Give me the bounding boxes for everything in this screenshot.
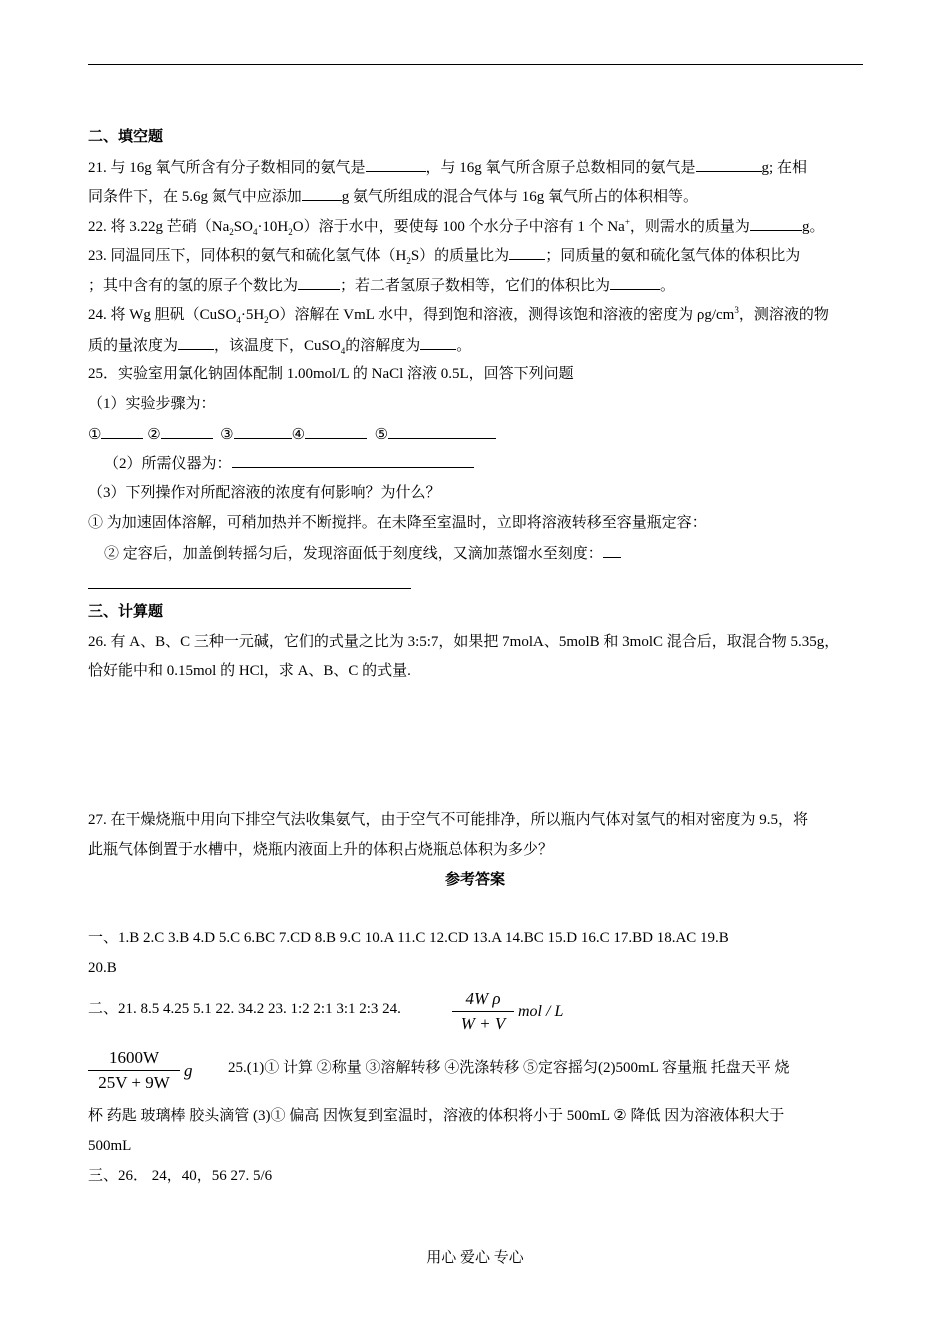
question-27-line-2: 此瓶气体倒置于水槽中，烧瓶内液面上升的体积占烧瓶总体积为多少？ [88,842,554,858]
answer-blank [366,157,426,172]
question-25-part-2: （2）所需仪器为： [104,453,474,474]
answers-line-1: 一、1.B 2.C 3.B 4.D 5.C 6.BC 7.CD 8.B 9.C 10.A 11.C 12.CD 13.A 14.BC 15.D 16.C 17.BD 18.AC 19.B [88,930,729,946]
question-22: 22. 将 3.22g 芒硝$(Na_2SO_4\cdot 10H_2O)$溶于水中，要使每 100 个水分子中溶有 1 个 Na+，则需水的质量为 g。 [88,217,825,237]
answer-blank [178,335,214,350]
answer-blank [101,424,143,439]
question-24-line-2: 质的量浓度为 ，该温度下，CuSO$_4$的溶解度为 。 [88,335,471,356]
answers-line-2: 20.B [88,960,117,976]
answers-line-4: 25.(1)① 计算 ②称量 ③溶解转移 ④洗涤转移 ⑤定容摇匀(2)500mL 容量瓶 托盘天平 烧 [228,1060,790,1076]
fraction-24: 4W ρ W + V [452,988,514,1035]
question-25-intro: 25．实验室用氯化钠固体配制 1.00mol/L 的 NaCl 溶液 0.5L，回答下列问题 [88,366,574,382]
answer-blank [305,424,367,439]
question-23-line-1: 23. 同温同压下，同体积的氨气和硫化氢气体$(H_2S)$的质量比为 ；同质量的氨和硫化氢气体的体积比为 [88,245,800,266]
answer-blank [161,424,213,439]
page-footer: 用心 爱心 专心 [426,1250,524,1266]
question-27-line-1: 27. 在干燥烧瓶中用向下排空气法收集氨气，由于空气不可能排净，所以瓶内气体对氢气的相对密度为 9.5，将 [88,812,809,828]
answer-blank [750,216,802,231]
answer-blank [232,453,474,468]
answers-line-7: 三、26． 24，40，56 27. 5/6 [88,1168,273,1184]
question-23-line-2: ；其中含有的氢的原子个数比为 ；若二者氢原子数相等，它们的体积比为 。 [88,275,675,296]
question-25-operation-2: ② 定容后，加盖倒转摇匀后，发现溶面低于刻度线，又滴加蒸馏水至刻度： [104,543,621,564]
answer-blank [420,335,456,350]
question-21-line-2: 同条件下，在 5.6g 氮气中应添加 g 氨气所组成的混合气体与 16g 氧气所占的体积相等。 [88,186,698,207]
answer-line [88,588,411,589]
answers-line-5: 杯 药匙 玻璃棒 胶头滴管 (3)① 偏高 因恢复到室温时，溶液的体积将小于 500mL ② 降低 因为溶液体积大于 [88,1108,785,1124]
question-24-line-1: 24. 将 Wg 胆矾$(CuSO_4\cdot 5H_2O)$溶解在 VmL 水中，得到饱和溶液，测得该饱和溶液的密度为 $\rho g/cm^3$，测溶液的物 [88,305,829,325]
answers-line-3: 二、21. 8.5 4.25 5.1 22. 34.2 23. 1:2 2:1 3:1 2:3 24. [88,1001,401,1017]
answer-blank [610,275,660,290]
fraction-24-unit: mol / L [518,1003,564,1020]
question-25-operation-1: ① 为加速固体溶解，可稍加热并不断搅拌。在未降至室温时，立即将溶液转移至容量瓶定容： [88,515,707,531]
section-heading-calculation: 三、计算题 [88,604,164,620]
answer-blank [302,186,342,201]
header-rule [88,64,863,65]
answer-blank [509,245,545,260]
fraction-24-solubility: 1600W 25V + 9W [88,1047,180,1094]
fraction-24-solubility-unit: g [184,1061,193,1080]
question-26-line-2: 恰好能中和 0.15mol 的 HCl，求 A、B、C 的式量. [88,663,411,679]
answers-title: 参考答案 [444,872,505,888]
answer-blank [234,424,292,439]
section-heading-fill-in: 二、填空题 [88,129,164,145]
answers-line-6: 500mL [88,1138,132,1154]
question-21-line-1: 21. 与 16g 氧气所含有分子数相同的氨气是 ，与 16g 氧气所含原子总数相同的氨气是 g; 在相 [88,157,807,178]
answer-blank [696,157,762,172]
question-26-line-1: 26. 有 A、B、C 三种一元碱，它们的式量之比为 3:5:7，如果把 7molA、5molB 和 3molC 混合后，取混合物 5.35g， [88,634,840,650]
question-25-part-3: （3）下列操作对所配溶液的浓度有何影响？为什么？ [88,485,441,501]
answer-blank [603,543,621,558]
answer-blank [298,275,340,290]
question-25-part-1: （1）实验步骤为： [88,396,216,412]
answer-blank [388,424,496,439]
question-25-steps: ① ② ③ ④ ⑤ [88,424,496,445]
